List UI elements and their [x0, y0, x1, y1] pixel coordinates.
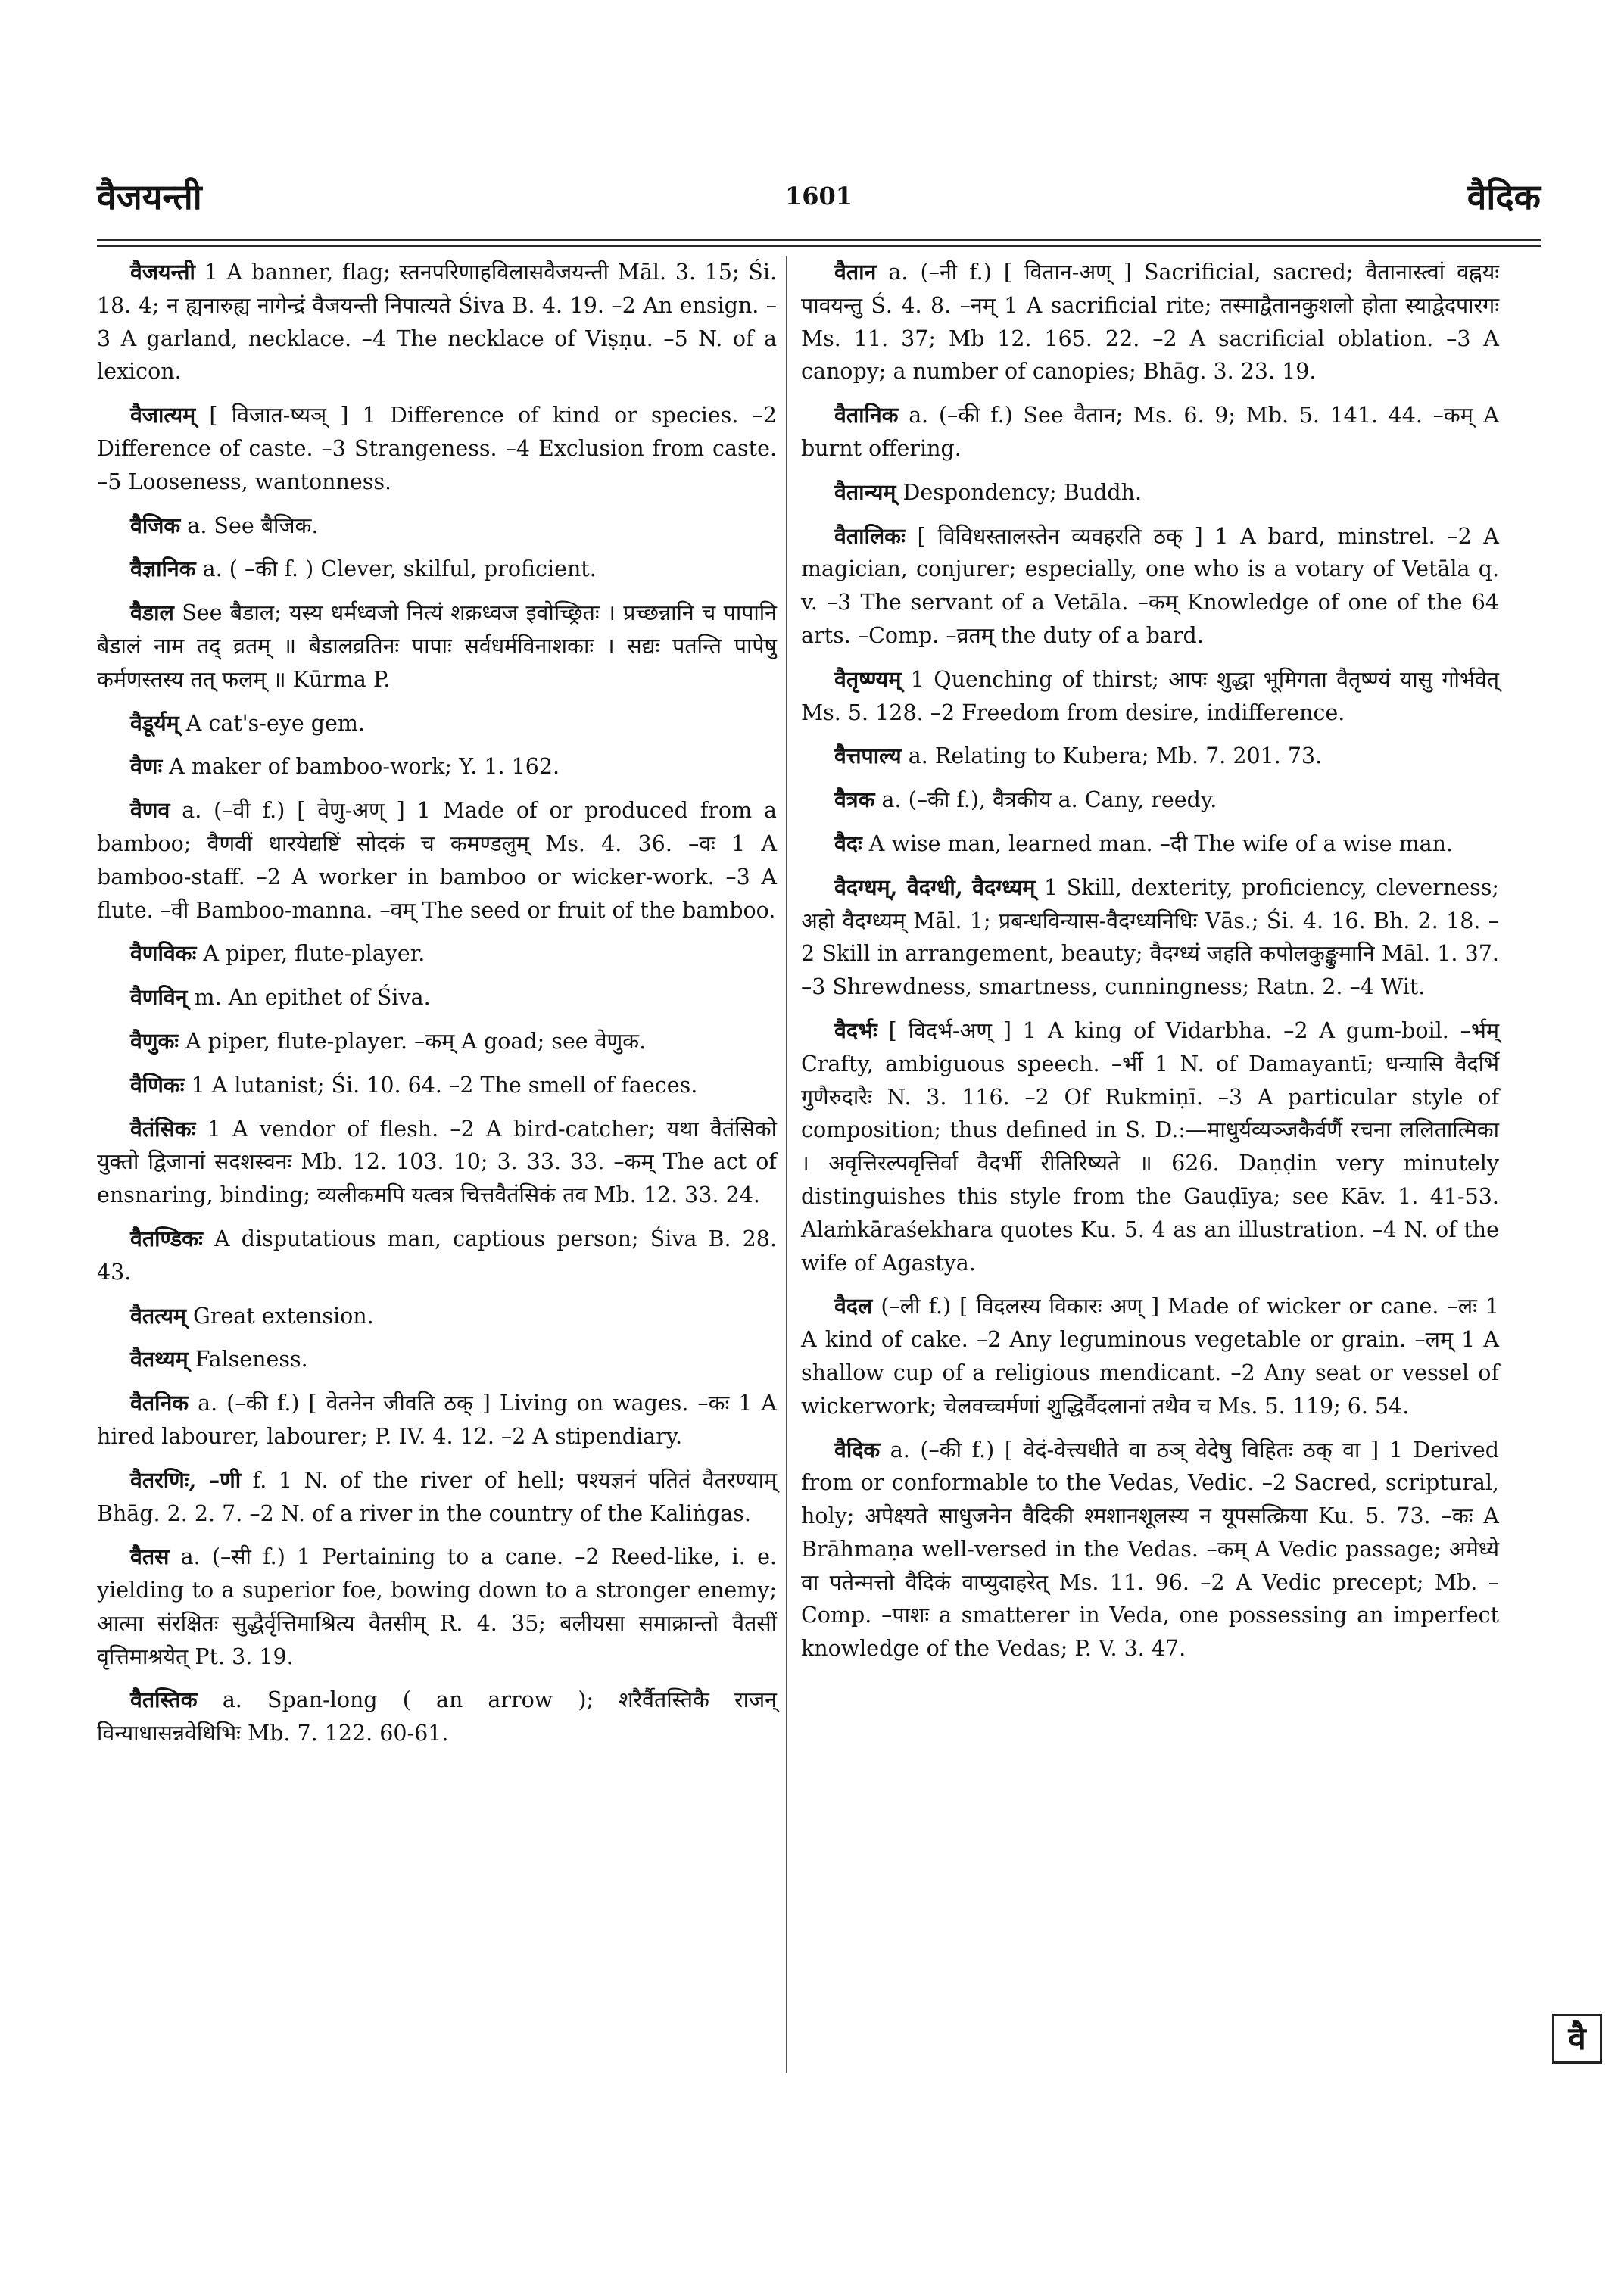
dictionary-entry	[97, 1684, 777, 1750]
entry-headword: वैदिक	[834, 1436, 881, 1463]
dictionary-entry	[801, 256, 1499, 388]
entry-definition: A disputatious man, captious person; Śiva B. 28. 43.	[97, 1226, 777, 1285]
dictionary-entry	[97, 794, 777, 927]
dictionary-entry	[97, 1387, 777, 1453]
entry-definition: (–ली f.) [ विदलस्य विकारः अण् ] Made of wicker or cane. –लः 1 A kind of cake. –2 Any leguminous vegetable or grain. –लम् 1 A shallow cup of a religious mendicant. –2 Any seat or vessel of wickerwork; चेलवच्चर्मणां शुद्धिर्वैदलानां तथैव च Ms. 5. 119; 6. 54.	[801, 1294, 1499, 1419]
dictionary-entry	[801, 399, 1499, 466]
running-header	[97, 173, 1541, 233]
thumb-index-tab: वै	[1552, 2014, 1602, 2064]
left-column	[97, 256, 777, 1761]
entry-definition: Despondency; Buddh.	[896, 479, 1142, 505]
entry-definition: a. (–की f.) See वैतान; Ms. 6. 9; Mb. 5. 141. 44. –कम् A burnt offering.	[801, 403, 1499, 461]
left-guide-word: वैजयन्ती	[97, 176, 202, 217]
entry-definition: a. (–की f.) [ वेतनेन जीवति ठक् ] Living on wages. –कः 1 A hired labourer, labourer; P. IV. 4. 12. –2 A stipendiary.	[97, 1391, 777, 1449]
entry-definition: See बैडाल; यस्य धर्मध्वजो नित्यं शक्रध्वज इवोच्छ्रितः । प्रच्छन्नानि च पापानि बैडालं नाम तद् व्रतम् ॥ बैडालव्रतिनः पापाः सर्वधर्मविनाशकाः । सद्यः पतन्ति पापेषु कर्मणस्तस्य तत् फलम् ॥ Kūrma P.	[97, 600, 777, 692]
entry-headword: वैणव	[130, 797, 170, 824]
entry-headword: वैदग्धम्, वैदग्धी, वैदग्ध्यम्	[834, 874, 1036, 900]
entry-headword: वैत्तपाल्य	[834, 743, 902, 769]
dictionary-entry	[97, 1464, 777, 1531]
entry-headword: वैणविकः	[130, 940, 197, 967]
entry-definition: a. Span-long ( an arrow ); शरैर्वैतस्तिकै राजन् विन्याधासन्नवेधिभिः Mb. 7. 122. 60-61.	[97, 1687, 777, 1746]
dictionary-entry	[97, 1300, 777, 1333]
entry-definition: A wise man, learned man. –दी The wife of a wise man.	[862, 830, 1454, 856]
entry-definition: Falseness.	[188, 1347, 308, 1372]
right-column	[801, 256, 1499, 1676]
dictionary-entry	[801, 1290, 1499, 1422]
entry-headword: वैतान	[834, 259, 877, 285]
dictionary-entry	[801, 827, 1499, 861]
entry-definition: A maker of bamboo-work; Y. 1. 162.	[162, 754, 560, 780]
entry-headword: वैदल	[834, 1293, 873, 1319]
entry-definition: A piper, flute-player. –कम् A goad; see वेणुक.	[179, 1028, 647, 1054]
dictionary-entry	[97, 1069, 777, 1102]
dictionary-entry	[801, 784, 1499, 817]
entry-headword: वैत्रक	[834, 787, 875, 813]
entry-definition: A piper, flute-player.	[196, 941, 425, 967]
entry-headword: वैजयन्ती	[130, 259, 195, 285]
entry-headword: वैडूर्यम्	[130, 709, 179, 736]
entry-headword: वैजिक	[130, 512, 181, 538]
entry-headword: वैतरणिः, –णी	[130, 1466, 242, 1493]
entry-headword: वैदर्भः	[834, 1017, 877, 1043]
dictionary-entry	[97, 981, 777, 1014]
entry-headword: वैदः	[834, 830, 862, 856]
entry-definition: a. (–नी f.) [ वितान-अण् ] Sacrificial, sacred; वैतानास्त्वां वह्नयः पावयन्तु Ś. 4. 8. –नम् 1 A sacrificial rite; तस्माद्वैतानकुशलो होता स्याद्वेदपारगः Ms. 11. 37; Mb 12. 165. 22. –2 A sacrificial oblation. –3 A canopy; a number of canopies; Bhāg. 3. 23. 19.	[801, 260, 1499, 385]
entry-definition: 1 A vendor of flesh. –2 A bird-catcher; यथा वैतंसिको युक्तो द्विजानां सदशस्वनः Mb. 12. 103. 10; 3. 33. 33. –कम् The act of ensnaring, binding; व्यलीकमपि यत्वत्र चित्तवैतंसिकं तव Mb. 12. 33. 24.	[97, 1116, 777, 1208]
entry-headword: वैतस्तिक	[130, 1687, 198, 1713]
entry-headword: वैज्ञानिक	[130, 556, 196, 582]
entry-definition: a. (–की f.) [ वेदं-वेत्त्यधीते वा ठञ् वेदेषु विहितः ठक् वा ] 1 Derived from or conformable to the Vedas, Vedic. –2 Sacred, scriptural, holy; अपेक्ष्यते साधुजनेन वैदिकी श्मशानशूलस्य न यूपसत्क्रिया Ku. 5. 73. –कः A Brāhmaṇa well-versed in the Vedas. –कम् A Vedic passage; अमेध्ये वा पतेन्मत्तो वैदिकं वाप्युदाहरेत् Ms. 11. 96. –2 A Vedic precept; Mb. –Comp. –पाशः a smatterer in Veda, one possessing an imperfect knowledge of the Vedas; P. V. 3. 47.	[801, 1437, 1499, 1662]
entry-headword: वैतण्डिकः	[130, 1225, 203, 1251]
entry-headword: वैतंसिकः	[130, 1115, 196, 1142]
entry-headword: वैतालिकः	[834, 522, 906, 549]
entry-definition: f. 1 N. of the river of hell; पश्यज्ञनं पतितं वैतरण्याम् Bhāg. 2. 2. 7. –2 N. of a river in the country of the Kaliṅgas.	[97, 1467, 777, 1526]
dictionary-entry	[801, 520, 1499, 653]
entry-headword: वैणुकः	[130, 1027, 179, 1054]
entry-definition: [ विजात-ष्यञ् ] 1 Difference of kind or species. –2 Difference of caste. –3 Strangeness. –4 Exclusion from caste. –5 Looseness, wantonness.	[97, 403, 777, 494]
entry-headword: वैतृष्ण्यम्	[834, 665, 902, 692]
dictionary-entry	[97, 597, 777, 696]
entry-headword: वैतानिक	[834, 402, 899, 428]
entry-definition: [ विदर्भ-अण् ] 1 A king of Vidarbha. –2 A gum-boil. –र्भम् Crafty, ambiguous speech. –र्भी 1 N. of Damayantī; धन्यासि वैदर्भि गुणैरुदारैः N. 3. 116. –2 Of Rukmiṇī. –3 A particular style of composition; thus defined in S. D.:—माधुर्यव्यञ्जकैर्वर्णै रचना ललितात्मिका । अवृत्तिरल्पवृत्तिर्वा वैदर्भी रीतिरिष्यते ॥ 626. Daṇḍin very minutely distinguishes this style from the Gauḍīya; see Kāv. 1. 41-53. Alaṁkāraśekhara quotes Ku. 5. 4 as an illustration. –4 N. of the wife of Agastya.	[801, 1017, 1499, 1276]
dictionary-entry	[97, 1343, 777, 1376]
entry-definition: 1 Quenching of thirst; आपः शुद्धा भूमिगता वैतृष्ण्यं यासु गोर्भवेत् Ms. 5. 128. –2 Freedom from desire, indifference.	[801, 666, 1499, 725]
entry-headword: वैजात्यम्	[130, 402, 196, 428]
entry-definition: a. ( –की f. ) Clever, skilful, proficient.	[195, 556, 597, 582]
column-divider	[786, 256, 787, 2073]
entry-headword: वैतथ्यम्	[130, 1346, 189, 1372]
dictionary-entry	[97, 509, 777, 543]
header-rule	[97, 239, 1541, 241]
entry-definition: a. (–की f.), वैत्रकीय a. Cany, reedy.	[874, 787, 1217, 813]
entry-headword: वैतस	[130, 1544, 170, 1570]
entry-definition: a. See बैजिक.	[180, 512, 319, 538]
dictionary-entry	[97, 256, 777, 388]
dictionary-entry	[801, 476, 1499, 509]
entry-definition: 1 A banner, flag; स्तनपरिणाहविलासवैजयन्ती Māl. 3. 15; Śi. 18. 4; न ह्यनारुह्य नागेन्द्रं वैजयन्ती निपात्यते Śiva B. 4. 19. –2 An ensign. –3 A garland, necklace. –4 The necklace of Viṣṇu. –5 N. of a lexicon.	[97, 260, 777, 385]
entry-definition: a. (–वी f.) [ वेणु-अण् ] 1 Made of or produced from a bamboo; वैणवीं धारयेद्यष्टिं सोदकं च कमण्डलुम् Ms. 4. 36. –वः 1 A bamboo-staff. –2 A worker in bamboo or wicker-work. –3 A flute. –वी Bamboo-manna. –वम् The seed or fruit of the bamboo.	[97, 798, 777, 923]
header-rule-thin	[97, 245, 1541, 247]
entry-headword: वैतान्यम्	[834, 478, 896, 505]
dictionary-entry	[801, 1014, 1499, 1279]
entry-definition: 1 Skill, dexterity, proficiency, cleverness; अहो वैदग्ध्यम् Māl. 1; प्रबन्धविन्यास-वैदग्ध्यनिधिः Vās.; Śi. 4. 16. Bh. 2. 18. –2 Skill in arrangement, beauty; वैदग्ध्यं जहति कपोलकुङ्कुमानि Māl. 1. 37. –3 Shrewdness, smartness, cunningness; Ratn. 2. –4 Wit.	[801, 874, 1499, 1000]
entry-headword: वैणिकः	[130, 1071, 185, 1098]
dictionary-entry	[97, 937, 777, 970]
entry-definition: a. Relating to Kubera; Mb. 7. 201. 73.	[901, 743, 1323, 769]
entry-headword: वैणविन्	[130, 984, 188, 1011]
entry-definition: a. (–सी f.) 1 Pertaining to a cane. –2 Reed-like, i. e. yielding to a superior foe, bowing down to a stronger enemy; आत्मा संरक्षितः सुद्धैर्वृत्तिमाश्रित्य वैतसीम् R. 4. 35; बलीयसा समाक्रान्तो वैतसीं वृत्तिमाश्रयेत् Pt. 3. 19.	[97, 1544, 777, 1669]
entry-definition: 1 A lutanist; Śi. 10. 64. –2 The smell of faeces.	[184, 1072, 698, 1098]
dictionary-entry	[97, 1025, 777, 1058]
dictionary-entry	[97, 553, 777, 586]
entry-headword: वैतत्यम्	[130, 1302, 186, 1329]
page-number: 1601	[784, 182, 853, 210]
dictionary-entry	[97, 1113, 777, 1212]
entry-definition: A cat's-eye gem.	[179, 710, 365, 736]
entry-headword: वैडाल	[130, 600, 174, 626]
entry-definition: m. An epithet of Śiva.	[187, 985, 431, 1011]
dictionary-entry	[801, 1434, 1499, 1666]
dictionary-entry	[801, 740, 1499, 773]
entry-definition: Great extension.	[185, 1303, 374, 1329]
dictionary-entry	[801, 871, 1499, 1004]
entry-headword: वैणः	[130, 753, 163, 780]
entry-definition: [ विविधस्तालस्तेन व्यवहरति ठक् ] 1 A bard, minstrel. –2 A magician, conjurer; especially, one who is a votary of Vetāla q. v. –3 The servant of a Vetāla. –कम् Knowledge of one of the 64 arts. –Comp. –व्रतम् the duty of a bard.	[801, 523, 1499, 648]
dictionary-entry	[97, 1223, 777, 1289]
dictionary-entry	[97, 399, 777, 498]
dictionary-entry	[97, 707, 777, 740]
dictionary-entry	[97, 750, 777, 784]
dictionary-entry	[97, 1541, 777, 1673]
dictionary-entry	[801, 663, 1499, 730]
entry-headword: वैतनिक	[130, 1390, 189, 1416]
right-guide-word: वैदिक	[1467, 176, 1541, 217]
